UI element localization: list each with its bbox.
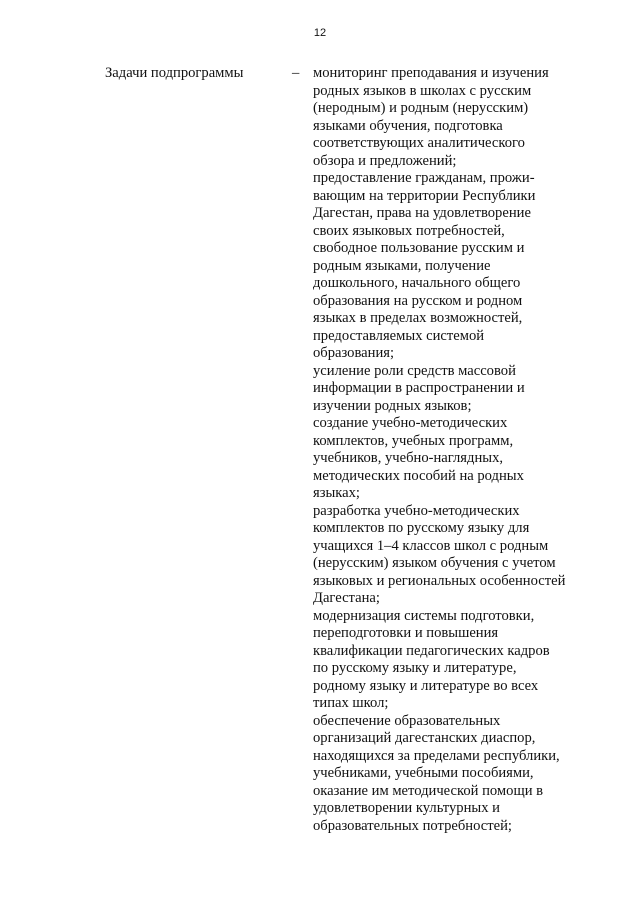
text-line: образования на русском и родном <box>313 292 523 309</box>
text-line: комплектов, учебных программ, <box>313 432 514 449</box>
text-line: создание учебно-методических <box>313 415 508 431</box>
text-line: мониторинг преподавания и изучения <box>313 65 549 81</box>
text-line: соответствующих аналитического <box>313 135 525 151</box>
text-line: обеспечение образовательных <box>313 712 501 729</box>
text-line: модернизация системы подготовки, <box>313 607 535 624</box>
text-line: учебников, учебно-наглядных, <box>313 450 504 466</box>
text-line: (нерусским) языком обучения с учетом <box>313 555 556 571</box>
text-line: дошкольного, начального общего <box>313 275 521 291</box>
text-line: методических пособий на родных <box>313 467 524 484</box>
text-line: языковых и региональных особенностей <box>313 572 566 589</box>
text-line: по русскому языку и литературе, <box>313 660 517 676</box>
page-number: 12 <box>313 27 327 39</box>
text-line: организаций дагестанских диаспор, <box>313 730 536 746</box>
text-line: учебниками, учебными пособиями, <box>313 765 534 781</box>
text-line: переподготовки и повышения <box>313 625 499 641</box>
text-line: обзора и предложений; <box>313 152 457 169</box>
text-line: языками обучения, подготовка <box>313 117 503 134</box>
section-content <box>313 65 613 835</box>
text-line: образовательных потребностей; <box>313 817 512 834</box>
text-line: вающим на территории Республики <box>313 187 536 204</box>
text-line: информации в распространении и <box>313 380 525 396</box>
text-line: Дагестан, права на удовлетворение <box>313 205 531 221</box>
text-line: языках; <box>313 485 360 501</box>
text-line: оказание им методической помощи в <box>313 782 544 799</box>
text-line: языках в пределах возможностей, <box>313 310 523 326</box>
label-dash: – <box>292 65 300 81</box>
text-line: родных языков в школах с русским <box>313 82 532 99</box>
text-line: комплектов по русскому языку для <box>313 520 530 536</box>
text-line: образования; <box>313 345 395 361</box>
text-line: свободное пользование русским и <box>313 240 525 256</box>
text-line: (неродным) и родным (нерусским) <box>313 100 529 116</box>
text-line: предоставляемых системой <box>313 327 485 344</box>
text-line: находящихся за пределами республики, <box>313 747 560 764</box>
text-line: квалификации педагогических кадров <box>313 642 550 659</box>
text-line: родным языками, получение <box>313 257 491 274</box>
text-line: разработка учебно-методических <box>313 502 520 519</box>
text-line: своих языковых потребностей, <box>313 222 505 239</box>
text-line: удовлетворении культурных и <box>313 800 500 816</box>
section-label: Задачи подпрограммы <box>105 65 244 81</box>
text-line: изучении родных языков; <box>313 397 472 414</box>
text-line: усиление роли средств массовой <box>313 362 516 379</box>
text-line: учащихся 1–4 классов школ с родным <box>313 537 549 554</box>
text-line: предоставление гражданам, прожи- <box>313 170 535 186</box>
text-line: родному языку и литературе во всех <box>313 677 539 694</box>
text-line: Дагестана; <box>313 590 380 606</box>
text-line: типах школ; <box>313 695 389 711</box>
